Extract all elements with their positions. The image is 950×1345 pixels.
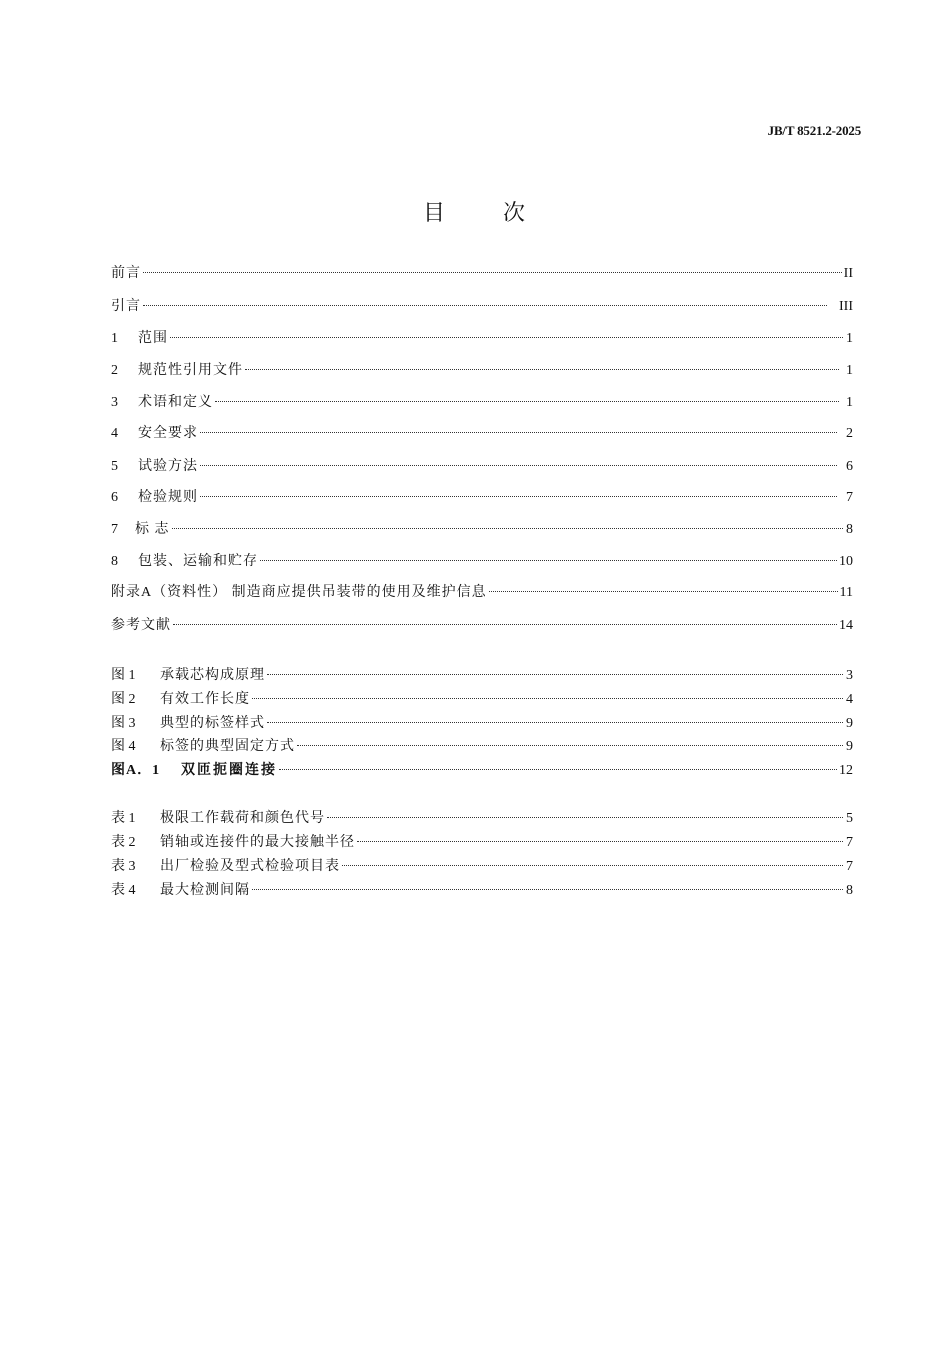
toc-figure-number: 图 3 xyxy=(111,716,136,731)
leader-dots xyxy=(252,698,843,699)
toc-entry-label xyxy=(111,858,340,876)
toc-entry-terms-definitions[interactable] xyxy=(111,394,853,412)
toc-entry-packaging-transport-storage[interactable] xyxy=(111,553,853,571)
leader-dots xyxy=(200,432,837,433)
toc-entry-introduction[interactable] xyxy=(111,298,853,316)
leader-dots xyxy=(200,465,837,466)
leader-dots xyxy=(170,337,843,338)
toc-entry-label xyxy=(111,738,295,756)
toc-figure-a1[interactable] xyxy=(111,762,853,780)
toc-entry-safety-requirements[interactable] xyxy=(111,425,853,443)
toc-entry-text: 极限工作载荷和颜色代号 xyxy=(160,811,325,826)
toc-entry-page: 8 xyxy=(846,883,853,898)
leader-dots xyxy=(260,560,837,561)
toc-figure-4[interactable] xyxy=(111,738,853,756)
toc-entry-label xyxy=(111,489,198,507)
toc-entry-number: 5 xyxy=(111,459,118,474)
toc-entry-number: 4 xyxy=(111,426,118,441)
toc-entry-page: 4 xyxy=(846,692,853,707)
toc-entry-label: 附录A（资料性） 制造商应提供吊装带的使用及维护信息 xyxy=(111,585,487,600)
toc-entry-label xyxy=(111,834,355,852)
toc-entry-page: 7 xyxy=(846,835,853,850)
leader-dots xyxy=(489,591,838,592)
toc-figure-number: 图 2 xyxy=(111,692,136,707)
toc-table-1[interactable] xyxy=(111,810,853,828)
toc-entry-label xyxy=(111,425,198,443)
leader-dots xyxy=(267,722,843,723)
toc-entry-label xyxy=(111,715,265,733)
standard-code: JB/T 8521.2-2025 xyxy=(767,123,861,138)
toc-entry-page: 14 xyxy=(839,618,853,633)
toc-entry-text: 销轴或连接件的最大接触半径 xyxy=(160,835,355,850)
toc-figure-2[interactable] xyxy=(111,691,853,709)
toc-entry-number: 1 xyxy=(111,331,118,346)
toc-entry-text: 标 志 xyxy=(135,522,170,537)
toc-entry-page: 10 xyxy=(839,554,853,569)
toc-entry-text: 检验规则 xyxy=(138,490,198,505)
leader-dots xyxy=(172,528,844,529)
toc-entry-text: 标签的典型固定方式 xyxy=(160,739,295,754)
toc-table-number: 表 2 xyxy=(111,835,136,850)
toc-entry-text: 典型的标签样式 xyxy=(160,716,265,731)
toc-entry-number: 3 xyxy=(111,395,118,410)
toc-entry-text: 术语和定义 xyxy=(138,395,213,410)
leader-dots xyxy=(245,369,839,370)
toc-entry-page: 6 xyxy=(846,459,853,474)
toc-entry-number: 6 xyxy=(111,490,118,505)
leader-dots xyxy=(279,769,837,770)
toc-entry-page: 8 xyxy=(846,522,853,537)
toc-entry-label xyxy=(111,521,170,539)
toc-entry-page: 1 xyxy=(846,395,853,410)
toc-entry-test-methods[interactable] xyxy=(111,458,853,476)
toc-entry-text: 规范性引用文件 xyxy=(138,363,243,378)
toc-entry-page: 3 xyxy=(846,668,853,683)
toc-entry-page: 1 xyxy=(846,363,853,378)
toc-entry-label xyxy=(111,762,277,780)
toc-entry-page: 5 xyxy=(846,811,853,826)
toc-entry-text: 双匝扼圈连接 xyxy=(181,763,277,778)
toc-figure-number: 图 1 xyxy=(111,668,136,683)
title-char-1: 目 xyxy=(422,200,447,225)
toc-entry-annex-a[interactable] xyxy=(111,584,853,602)
toc-table-number: 表 1 xyxy=(111,811,136,826)
toc-table-3[interactable] xyxy=(111,858,853,876)
toc-entry-text: 范围 xyxy=(138,331,168,346)
toc-figure-1[interactable] xyxy=(111,667,853,685)
toc-entry-label xyxy=(111,394,213,412)
leader-dots xyxy=(173,624,837,625)
leader-dots xyxy=(252,889,843,890)
toc-entry-inspection-rules[interactable] xyxy=(111,489,853,507)
leader-dots xyxy=(327,817,843,818)
toc-entry-label xyxy=(111,691,250,709)
toc-entry-label xyxy=(111,362,243,380)
toc-entry-text: 有效工作长度 xyxy=(160,692,250,707)
toc-entry-label xyxy=(111,882,250,900)
title-char-2: 次 xyxy=(503,200,528,225)
toc-entry-label xyxy=(111,330,168,348)
toc-table-4[interactable] xyxy=(111,882,853,900)
toc-figure-3[interactable] xyxy=(111,715,853,733)
toc-entry-page: 9 xyxy=(846,716,853,731)
toc-entry-page: 9 xyxy=(846,739,853,754)
leader-dots xyxy=(143,305,827,306)
toc-figure-number: 图 4 xyxy=(111,739,136,754)
toc-entry-normative-references[interactable] xyxy=(111,362,853,380)
toc-entry-label xyxy=(111,553,258,571)
leader-dots xyxy=(200,496,837,497)
toc-entry-number: 7 xyxy=(111,522,118,537)
toc-entry-label xyxy=(111,458,198,476)
toc-entry-text: 承载芯构成原理 xyxy=(160,668,265,683)
leader-dots xyxy=(215,401,839,402)
toc-entry-scope[interactable] xyxy=(111,330,853,348)
toc-entry-label: 前言 xyxy=(111,266,141,281)
toc-entry-page: 1 xyxy=(846,331,853,346)
leader-dots xyxy=(357,841,843,842)
toc-entry-bibliography[interactable] xyxy=(111,617,853,635)
toc-entry-label xyxy=(111,810,325,828)
toc-figure-number: 图A．1 xyxy=(111,763,161,778)
toc-entry-foreword[interactable] xyxy=(111,265,853,283)
toc-table-number: 表 4 xyxy=(111,883,136,898)
toc-entry-page: 7 xyxy=(846,859,853,874)
toc-entry-text: 包装、运输和贮存 xyxy=(138,554,258,569)
leader-dots xyxy=(267,674,843,675)
toc-entry-marking[interactable] xyxy=(111,521,853,539)
toc-entry-page: III xyxy=(839,299,853,314)
toc-entry-number: 2 xyxy=(111,363,118,378)
toc-entry-text: 安全要求 xyxy=(138,426,198,441)
toc-entry-label: 引言 xyxy=(111,299,141,314)
toc-entry-text: 试验方法 xyxy=(138,459,198,474)
toc-entry-page: 7 xyxy=(846,490,853,505)
toc-entry-page: 2 xyxy=(846,426,853,441)
toc-entry-label: 参考文献 xyxy=(111,618,171,633)
leader-dots xyxy=(342,865,843,866)
toc-entry-label xyxy=(111,667,265,685)
toc-entry-page: 12 xyxy=(839,763,853,778)
toc-table-number: 表 3 xyxy=(111,859,136,874)
toc-entry-page: 11 xyxy=(839,585,853,600)
toc-entry-text: 出厂检验及型式检验项目表 xyxy=(160,859,340,874)
page-title xyxy=(0,196,950,227)
toc-table-2[interactable] xyxy=(111,834,853,852)
toc-entry-page: II xyxy=(843,266,853,281)
toc-entry-text: 最大检测间隔 xyxy=(160,883,250,898)
leader-dots xyxy=(143,272,842,273)
leader-dots xyxy=(297,745,843,746)
toc-entry-number: 8 xyxy=(111,554,118,569)
